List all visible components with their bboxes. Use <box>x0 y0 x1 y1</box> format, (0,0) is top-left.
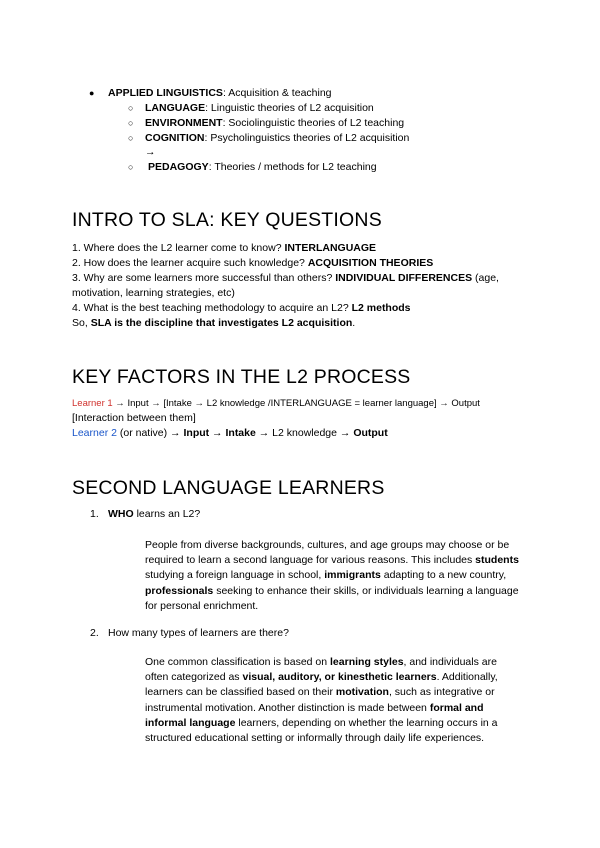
bullet-circle: ○ <box>128 118 134 128</box>
bullet-circle: ○ <box>128 162 134 172</box>
question-1: 1. Where does the L2 learner come to know? INTERLANGUAGE <box>72 242 377 254</box>
bullet-circle: ○ <box>128 133 134 143</box>
outline-cognition: COGNITION: Psycholinguistics theories of L2 acquisition <box>145 132 410 144</box>
learners-item-types: How many types of learners are there? <box>108 627 289 639</box>
outline-cognition-arrow: → <box>145 146 156 158</box>
bullet-dot: ● <box>89 88 95 98</box>
learner-2-line: Learner 2 (or native) → Input → Intake → L2 knowledge → Output <box>72 427 388 439</box>
question-3: 3. Why are some learners more successful than others? INDIVIDUAL DIFFERENCES (age, <box>72 272 499 284</box>
question-3-continued: motivation, learning strategies, etc) <box>72 287 235 299</box>
bullet-circle: ○ <box>128 103 134 113</box>
learner-1-line: Learner 1 → Input → [Intake → L2 knowledge /INTERLANGUAGE = learner language] → Output <box>72 398 480 409</box>
list-number: 2. <box>90 627 99 639</box>
section-heading-learners: SECOND LANGUAGE LEARNERS <box>72 477 385 499</box>
learners-item-who: WHO learns an L2? <box>108 508 201 520</box>
interaction-line: [Interaction between them] <box>72 412 196 424</box>
paragraph-who: People from diverse backgrounds, cultures, and age groups may choose or be required to learn a second language for various reasons. This includes students studying a foreign language in school, immigrants adapting to a new country, professionals seeking to enhance their skills, or individuals learning a language for personal enrichment. <box>145 539 519 612</box>
list-number: 1. <box>90 508 99 520</box>
section-heading-factors: KEY FACTORS IN THE L2 PROCESS <box>72 366 411 388</box>
outline-pedagogy: PEDAGOGY: Theories / methods for L2 teaching <box>148 161 377 173</box>
summary-line: So, SLA is the discipline that investigates L2 acquisition. <box>72 317 356 329</box>
paragraph-types: One common classification is based on learning styles, and individuals are often categorized as visual, auditory, or kinesthetic learners. Additionally, learners can be classified based on their motivation, such as integrative or instrumental motivation. Another distinction is made between formal and informal language learners, depending on whether the learning occurs in a structured educational setting or informally through daily life experiences. <box>145 656 498 745</box>
section-heading-intro: INTRO TO SLA: KEY QUESTIONS <box>72 209 382 231</box>
question-2: 2. How does the learner acquire such knowledge? ACQUISITION THEORIES <box>72 257 434 269</box>
outline-environment: ENVIRONMENT: Sociolinguistic theories of L2 teaching <box>145 117 405 129</box>
outline-language: LANGUAGE: Linguistic theories of L2 acquisition <box>145 102 374 114</box>
outline-applied: APPLIED LINGUISTICS: Acquisition & teaching <box>108 87 332 99</box>
question-4: 4. What is the best teaching methodology to acquire an L2? L2 methods <box>72 302 411 314</box>
